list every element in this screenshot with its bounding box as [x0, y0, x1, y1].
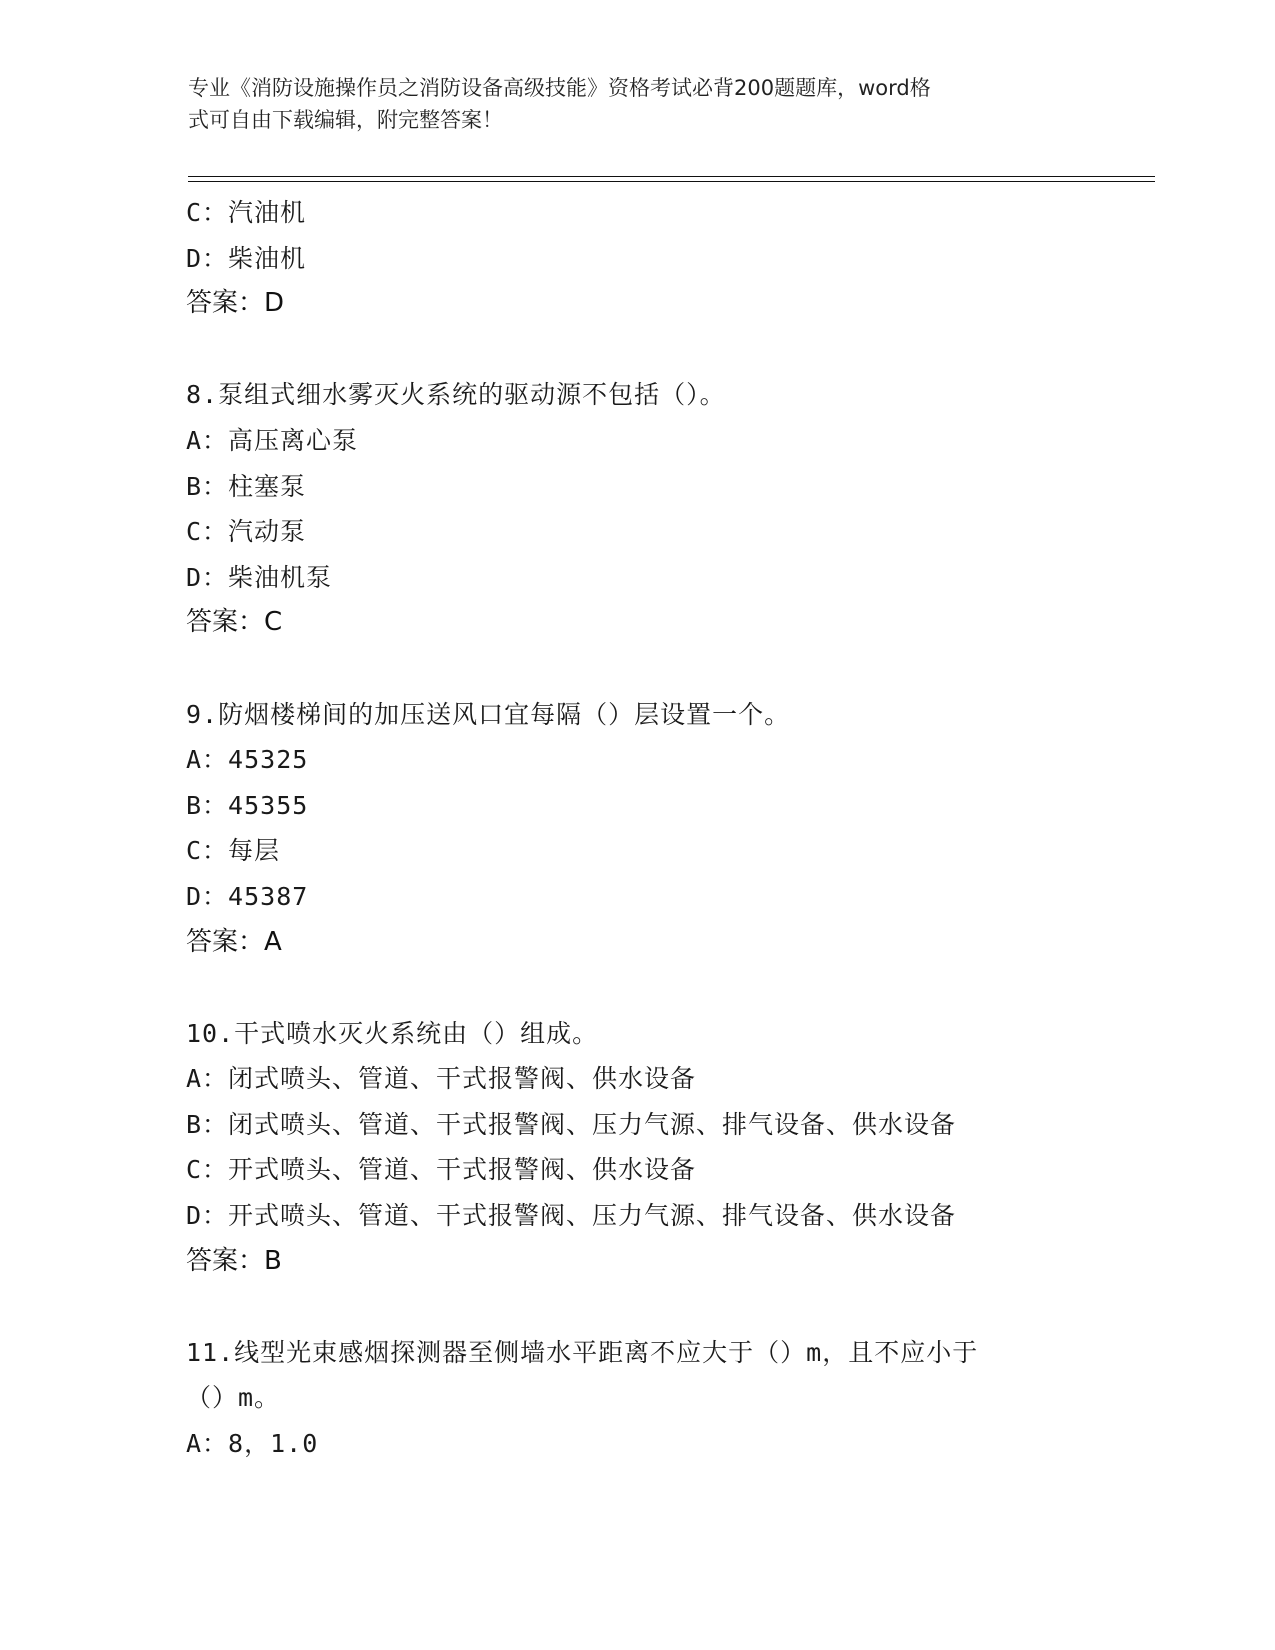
option-d: D：45387 [186, 881, 309, 911]
option-d: D：柴油机泵 [186, 562, 333, 592]
option-c: C：开式喷头、管道、干式报警阀、供水设备 [186, 1155, 697, 1185]
question-stem: 10.干式喷水灭火系统由（）组成。 [186, 1018, 599, 1048]
option-a: A：8，1.0 [186, 1429, 319, 1459]
option-b: B：45355 [186, 790, 309, 820]
question-stem-line-1: 11.线型光束感烟探测器至侧墙水平距离不应大于（）m，且不应小于 [186, 1337, 979, 1367]
question-stem: 9.防烟楼梯间的加压送风口宜每隔（）层设置一个。 [186, 699, 791, 729]
answer: 答案：B [186, 1245, 282, 1276]
option-a: A：高压离心泵 [186, 425, 359, 455]
answer: 答案：C [186, 607, 283, 638]
header-line-1: 专业《消防设施操作员之消防设备高级技能》资格考试必背200题题库，word格 [188, 76, 931, 100]
option-c: C：汽动泵 [186, 517, 307, 547]
answer: 答案：A [186, 926, 282, 957]
header-rule-top [188, 176, 1155, 177]
option-c: C：每层 [186, 836, 281, 866]
option-b: B：柱塞泵 [186, 471, 307, 501]
document-header [188, 72, 1068, 136]
question-stem: 8.泵组式细水雾灭火系统的驱动源不包括（）。 [186, 380, 726, 410]
header-line-2: 式可自由下载编辑，附完整答案！ [188, 108, 503, 132]
header-rule-bottom [188, 181, 1155, 182]
option-a: A：45325 [186, 745, 309, 775]
question-list [186, 190, 1086, 1467]
answer: 答案：D [186, 288, 285, 319]
option-d: D：开式喷头、管道、干式报警阀、压力气源、排气设备、供水设备 [186, 1201, 957, 1231]
option-b: B：闭式喷头、管道、干式报警阀、压力气源、排气设备、供水设备 [186, 1109, 957, 1139]
option-c: C：汽油机 [186, 198, 307, 227]
option-a: A：闭式喷头、管道、干式报警阀、供水设备 [186, 1064, 697, 1094]
question-stem-line-2: （）m。 [186, 1383, 281, 1413]
option-d: D：柴油机 [186, 243, 307, 273]
